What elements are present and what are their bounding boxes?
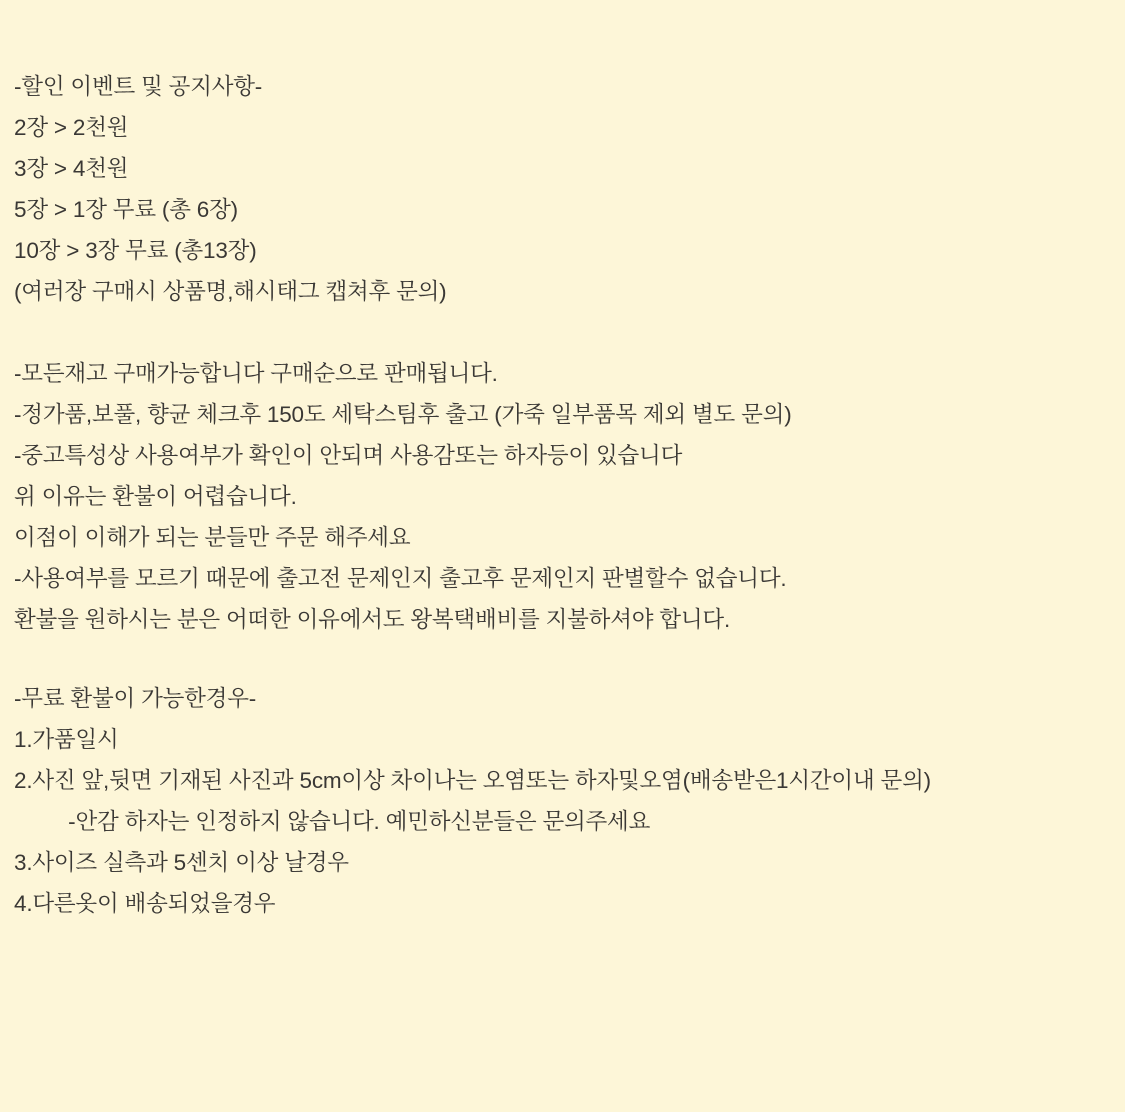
- problem-determination-note: -사용여부를 모르기 때문에 출고전 문제인지 출고후 문제인지 판별할수 없습니다.: [14, 566, 787, 591]
- free-refund-section: [14, 678, 1105, 924]
- refund-case-4: 4.다른옷이 배송되었을경우: [14, 891, 276, 916]
- discount-tier-3: 3장 > 4천원: [14, 156, 129, 181]
- discount-tier-2: 2장 > 2천원: [14, 115, 129, 140]
- section-heading-free-refund: -무료 환불이 가능한경우-: [14, 686, 257, 711]
- discount-tier-10: 10장 > 3장 무료 (총13장): [14, 238, 257, 263]
- section-gap-1: [14, 312, 1105, 353]
- discount-inquiry-note: (여러장 구매시 상품명,해시태그 캡쳐후 문의): [14, 279, 447, 304]
- stock-availability-note: -모든재고 구매가능합니다 구매순으로 판매됩니다.: [14, 361, 498, 386]
- section-gap-2: [14, 640, 1105, 678]
- refund-case-2-subnote: -안감 하자는 인정하지 않습니다. 예민하신분들은 문의주세요: [50, 809, 651, 834]
- discount-tier-5: 5장 > 1장 무료 (총 6장): [14, 197, 238, 222]
- authenticity-check-note: -정가품,보풀, 향균 체크후 150도 세탁스팀후 출고 (가죽 일부품목 제외 별도 문의): [14, 402, 792, 427]
- refund-case-2: 2.사진 앞,뒷면 기재된 사진과 5cm이상 차이나는 오염또는 하자및오염(배송받은1시간이내 문의): [14, 768, 931, 793]
- refund-case-3: 3.사이즈 실측과 5센치 이상 날경우: [14, 850, 349, 875]
- discount-event-section: [14, 66, 1105, 312]
- refund-difficulty-note: 위 이유는 환불이 어렵습니다.: [14, 484, 297, 509]
- refund-case-1: 1.가품일시: [14, 727, 119, 752]
- shipping-fee-note: 환불을 원하시는 분은 어떠한 이유에서도 왕복택배비를 지불하셔야 합니다.: [14, 607, 730, 632]
- stock-condition-section: [14, 353, 1105, 640]
- order-understanding-note: 이점이 이해가 되는 분들만 주문 해주세요: [14, 525, 411, 550]
- section-heading-discount: -할인 이벤트 및 공지사항-: [14, 74, 263, 99]
- used-item-disclaimer: -중고특성상 사용여부가 확인이 안되며 사용감또는 하자등이 있습니다: [14, 443, 683, 468]
